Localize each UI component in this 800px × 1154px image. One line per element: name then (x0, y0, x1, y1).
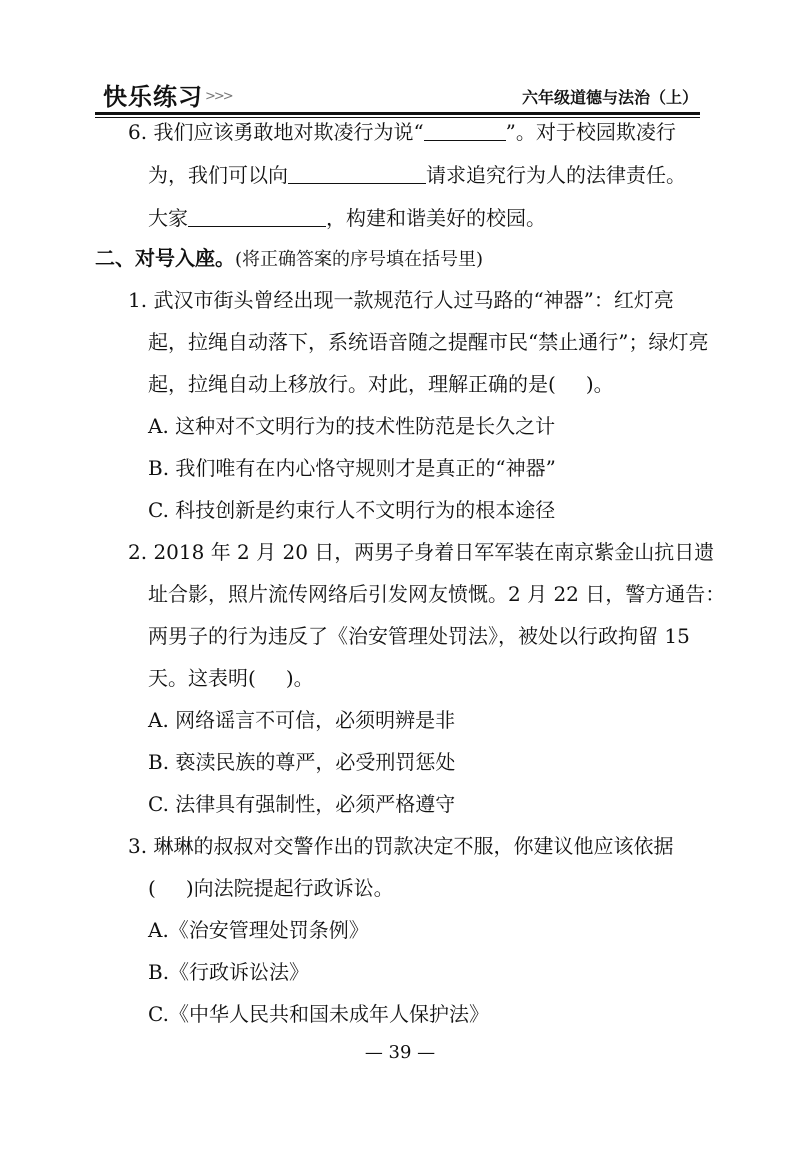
q2-line-2: 址合影，照片流传网络后引发网友愤慨。2 月 22 日，警方通告： (148, 582, 726, 606)
q6-line-3: 大家 ，构建和谐美好的校园。 (148, 206, 546, 230)
page-number: — 39 — (364, 1042, 436, 1063)
q2-option-a[interactable]: A. 网络谣言不可信，必须明辨是非 (148, 708, 456, 732)
section-instruction: (将正确答案的序号填在括号里) (235, 249, 484, 270)
q3-line-1: 3. 琳琳的叔叔对交警作出的罚款决定不服，你建议他应该依据 (128, 834, 674, 858)
q1-line-1: 1. 武汉市街头曾经出现一款规范行人过马路的“神器”：红灯亮 (128, 288, 674, 312)
q6-blank-3[interactable] (188, 204, 326, 227)
q6-line-1: 6. 我们应该勇敢地对欺凌行为说“ ”。对于校园欺凌行 (128, 120, 676, 144)
brand-title: 快乐练习 (103, 83, 203, 111)
q6-blank-2[interactable] (288, 161, 426, 184)
q3-option-a[interactable]: A.《治安管理处罚条例》 (148, 918, 369, 942)
q1-line-3: 起，拉绳自动上移放行。对此，理解正确的是( )。 (148, 372, 614, 396)
header-rule-thick (95, 112, 700, 115)
chevron-icon: >>> (205, 89, 232, 104)
page-header (95, 75, 700, 115)
q1-line-2: 起，拉绳自动落下，系统语音随之提醒市民“禁止通行”；绿灯亮 (148, 330, 709, 354)
subject-label: 六年级道德与法治（上） (521, 88, 698, 107)
q6-line-2: 为，我们可以向 请求追究行为人的法律责任。 (148, 163, 686, 187)
q2-line-4: 天。这表明( )。 (148, 666, 314, 690)
q3-line-2: ( )向法院提起行政诉讼。 (148, 876, 394, 900)
q2-line-3: 两男子的行为违反了《治安管理处罚法》，被处以行政拘留 15 (148, 624, 690, 648)
q2-line-1: 2. 2018 年 2 月 20 日，两男子身着日军军装在南京紫金山抗日遗 (128, 540, 715, 564)
q3-option-c[interactable]: C.《中华人民共和国未成年人保护法》 (148, 1002, 489, 1026)
q1-option-c[interactable]: C. 科技创新是约束行人不文明行为的根本途径 (148, 498, 556, 522)
section-title: 二、对号入座。 (95, 246, 235, 270)
q2-option-b[interactable]: B. 亵渎民族的尊严，必受刑罚惩处 (148, 750, 456, 774)
q1-option-a[interactable]: A. 这种对不文明行为的技术性防范是长久之计 (148, 414, 556, 438)
section-2-heading (95, 244, 483, 274)
q2-option-c[interactable]: C. 法律具有强制性，必须严格遵守 (148, 792, 456, 816)
q6-blank-1[interactable] (424, 118, 506, 141)
q1-option-b[interactable]: B. 我们唯有在内心恪守规则才是真正的“神器” (148, 456, 556, 480)
q3-option-b[interactable]: B.《行政诉讼法》 (148, 960, 310, 984)
